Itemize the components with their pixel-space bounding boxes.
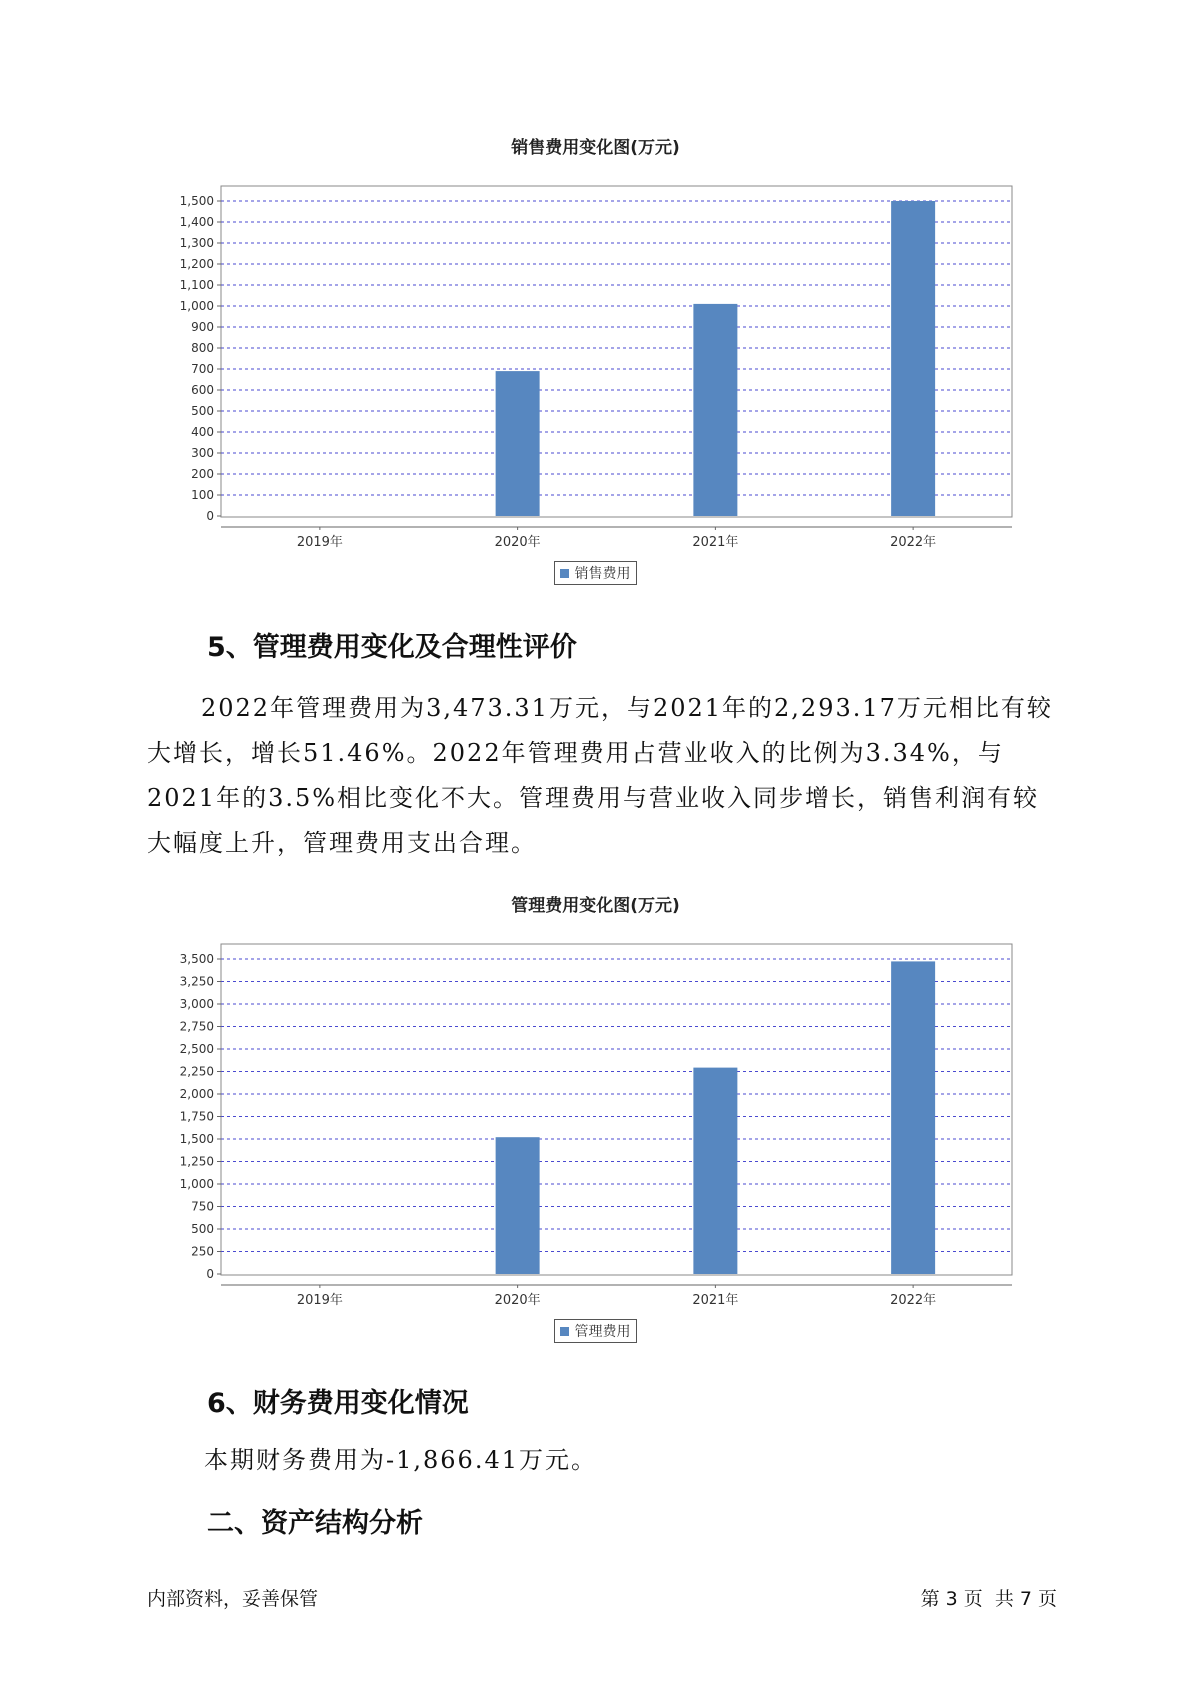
legend-label: 管理费用 xyxy=(574,1324,631,1340)
y-tick-label: 0 xyxy=(206,509,214,523)
section-two-heading: 二、资产结构分析 xyxy=(207,1508,423,1539)
y-tick-label: 1,500 xyxy=(179,1132,214,1146)
y-tick-label: 2,750 xyxy=(179,1019,214,1034)
x-tick-label: 2019年 xyxy=(296,535,343,550)
y-tick-label: 3,500 xyxy=(179,952,214,966)
footer-confidential-note: 内部资料，妥善保管 xyxy=(147,1588,319,1610)
y-tick-label: 1,300 xyxy=(179,236,214,250)
y-tick-label: 100 xyxy=(191,488,214,502)
sales-expense-chart-title: 销售费用变化图(万元) xyxy=(511,138,680,158)
y-tick-label: 3,250 xyxy=(179,974,214,989)
admin-expense-chart xyxy=(0,918,1191,1308)
y-tick-label: 1,400 xyxy=(179,215,214,229)
bar xyxy=(496,1137,540,1274)
bar xyxy=(496,371,540,516)
admin-expense-chart-title: 管理费用变化图(万元) xyxy=(511,896,680,916)
x-tick-label: 2022年 xyxy=(890,535,937,550)
y-tick-label: 1,200 xyxy=(179,257,214,271)
y-tick-label: 2,000 xyxy=(179,1087,214,1101)
y-tick-label: 1,250 xyxy=(179,1154,214,1169)
section-6-heading: 6、财务费用变化情况 xyxy=(207,1388,469,1419)
section-5-heading: 5、管理费用变化及合理性评价 xyxy=(207,632,577,663)
section-6-text: 本期财务费用为-1,866.41万元。 xyxy=(204,1446,597,1474)
bar xyxy=(891,961,935,1274)
bar xyxy=(693,304,737,516)
y-tick-label: 1,000 xyxy=(179,299,214,313)
y-tick-label: 1,500 xyxy=(179,194,214,208)
x-tick-label: 2020年 xyxy=(494,1293,541,1308)
y-tick-label: 1,000 xyxy=(179,1177,214,1191)
footer-page-number: 第 3 页 共 7 页 xyxy=(920,1588,1057,1610)
y-tick-label: 2,250 xyxy=(179,1064,214,1079)
y-tick-label: 400 xyxy=(191,425,214,439)
x-tick-label: 2022年 xyxy=(890,1293,937,1308)
y-tick-label: 200 xyxy=(191,467,214,481)
legend-swatch xyxy=(560,569,569,578)
x-tick-label: 2021年 xyxy=(692,535,739,550)
y-tick-label: 500 xyxy=(191,404,214,418)
y-tick-label: 600 xyxy=(191,383,214,397)
y-tick-label: 700 xyxy=(191,362,214,376)
bar xyxy=(693,1068,737,1274)
y-tick-label: 0 xyxy=(206,1267,214,1281)
y-tick-label: 500 xyxy=(191,1222,214,1236)
y-tick-label: 750 xyxy=(191,1199,214,1214)
y-tick-label: 1,100 xyxy=(179,278,214,292)
x-tick-label: 2021年 xyxy=(692,1293,739,1308)
y-tick-label: 250 xyxy=(191,1244,214,1259)
y-tick-label: 1,750 xyxy=(179,1109,214,1124)
x-tick-label: 2020年 xyxy=(494,535,541,550)
sales-expense-chart-legend xyxy=(554,561,637,585)
admin-expense-chart-legend xyxy=(554,1319,637,1343)
section-5-paragraph: 2022年管理费用为3,473.31万元，与2021年的2,293.17万元相比有较大增长，增长51.46%。2022年管理费用占营业收入的比例为3.34%，与2021年的3.5%相比变化不大。管理费用与营业收入同步增长，销售利润有较大幅度上升，管理费用支出合理。 xyxy=(147,694,1053,857)
sales-expense-chart xyxy=(0,160,1191,550)
y-tick-label: 3,000 xyxy=(179,997,214,1011)
x-tick-label: 2019年 xyxy=(296,1293,343,1308)
y-tick-label: 300 xyxy=(191,446,214,460)
legend-label: 销售费用 xyxy=(574,566,631,582)
y-tick-label: 900 xyxy=(191,320,214,334)
bar xyxy=(891,201,935,516)
y-tick-label: 2,500 xyxy=(179,1042,214,1056)
legend-swatch xyxy=(560,1327,569,1336)
y-tick-label: 800 xyxy=(191,341,214,355)
